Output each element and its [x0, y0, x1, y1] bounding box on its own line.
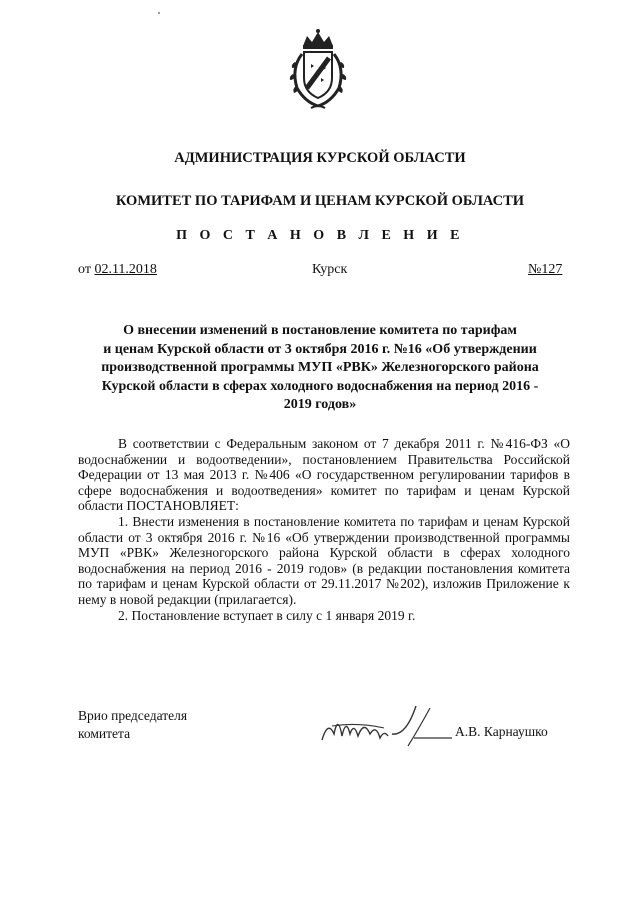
document-city: Курск	[312, 262, 348, 277]
document-number	[528, 262, 562, 278]
handwritten-signature-icon	[318, 700, 458, 752]
subject-line: О внесении изменений в постановление комитета по тарифам	[123, 323, 517, 338]
document-type: П О С Т А Н О В Л Е Н И Е	[176, 228, 464, 243]
subject-line: 2019 годов»	[283, 397, 357, 412]
date-prefix: от	[78, 262, 95, 277]
body-paragraph: 1. Внести изменения в постановление комитета по тарифам и ценам Курской области от 3 октября 2016 г. №16 «Об утверждении производственной программы МУП «РВК» Железногорского района Курской области в сферах холодного водоснабжения на период 2016 - 2019 годов» (в редакции постановления комитета по тарифам и ценам Курской области от 29.11.2017 №202), изложив Приложение к нему в новой редакции (прилагается).	[78, 513, 570, 607]
body-paragraph: 2. Постановление вступает в силу с 1 января 2019 г.	[118, 607, 416, 623]
body-paragraph: В соответствии с Федеральным законом от 7 декабря 2011 г. №416-ФЗ «О водоснабжении и водоотведении», постановлением Правительства Российской Федерации от 13 мая 2013 г. №406 «О государственном регулировании тарифов в сфере водоснабжения и водоотведения» комитет по тарифам и ценам Курской области ПОСТАНОВЛЯЕТ:	[78, 436, 570, 514]
document-date	[78, 262, 157, 278]
date-value: 02.11.2018	[94, 262, 157, 277]
org-title: АДМИНИСТРАЦИЯ КУРСКОЙ ОБЛАСТИ	[174, 150, 466, 166]
signer-title	[78, 707, 187, 743]
document-body	[78, 436, 570, 623]
number-value: №127	[528, 262, 563, 277]
committee-title: КОМИТЕТ ПО ТАРИФАМ И ЦЕНАМ КУРСКОЙ ОБЛАСТИ	[115, 193, 525, 209]
subject-line: производственной программы МУП «РВК» Железногорского района	[101, 360, 539, 375]
subject-line: и ценам Курской области от 3 октября 2016 г. №16 «Об утверждении	[103, 341, 537, 357]
signer-title-line: Врио председателя	[78, 708, 188, 723]
document-subject	[80, 322, 560, 415]
signer-name: А.В. Карнаушко	[455, 724, 548, 739]
kursk-coat-of-arms-icon	[285, 28, 351, 114]
signer-title-line: комитета	[78, 726, 131, 741]
scan-dot	[158, 12, 160, 14]
subject-line: Курской области в сферах холодного водоснабжения на период 2016 -	[101, 378, 539, 394]
